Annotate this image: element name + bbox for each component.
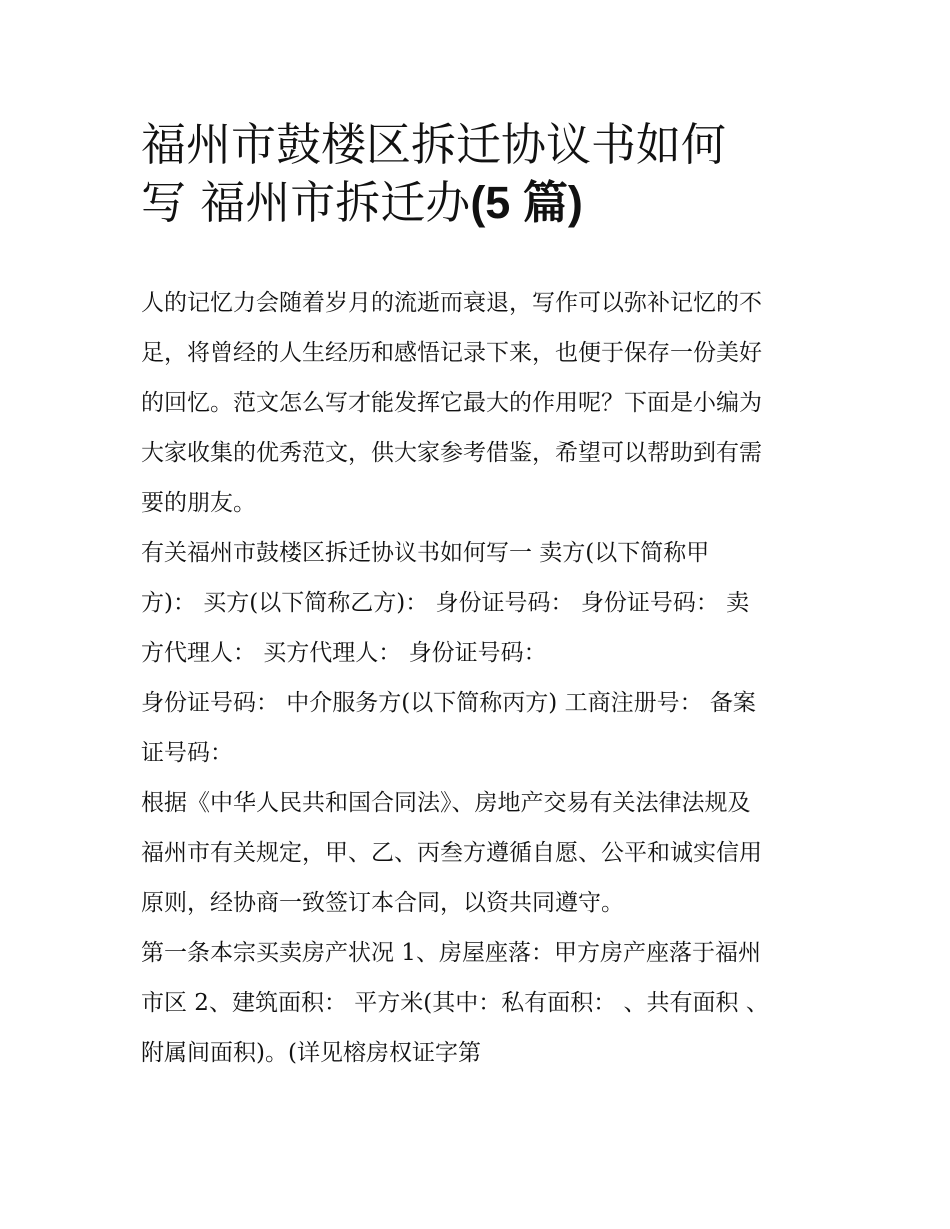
title-line-2-text: 写 福州市拆迁办 — [141, 176, 471, 229]
body-line: 的回忆。范文怎么写才能发挥它最大的作用呢？下面是小编为 — [141, 390, 762, 416]
body-line: 有关福州市鼓楼区拆迁协议书如何写一 卖方(以下简称甲 — [141, 540, 710, 566]
body-line: 福州市有关规定，甲、乙、丙叁方遵循自愿、公平和诚实信用 — [141, 840, 762, 866]
body-line: 市区 2、建筑面积： 平方米(其中：私有面积： 、共有面积 、 — [141, 990, 769, 1016]
body-line: 方代理人： 买方代理人： 身份证号码： — [141, 640, 547, 666]
body-line: 大家收集的优秀范文，供大家参考借鉴，希望可以帮助到有需 — [141, 440, 762, 466]
title-line-1: 福州市鼓楼区拆迁协议书如何 — [141, 118, 727, 171]
body-line: 证号码： — [141, 740, 233, 766]
document-body — [141, 280, 821, 1080]
body-line: 第一条本宗买卖房产状况 1、房屋座落：甲方房产座落于福州 — [141, 940, 761, 966]
body-line: 足，将曾经的人生经历和感悟记录下来，也便于保存一份美好 — [141, 340, 762, 366]
body-line: 根据《中华人民共和国合同法》、房地产交易有关法律法规及 — [141, 790, 751, 816]
body-line: 人的记忆力会随着岁月的流逝而衰退，写作可以弥补记忆的不 — [141, 290, 762, 316]
document-title — [141, 116, 821, 232]
body-line: 原则，经协商一致签订本合同，以资共同遵守。 — [141, 890, 624, 916]
body-line: 要的朋友。 — [141, 490, 256, 516]
title-suffix: (5 篇) — [470, 177, 583, 228]
title-line-2 — [141, 174, 821, 232]
body-line: 方)： 买方(以下简称乙方)： 身份证号码： 身份证号码： 卖 — [141, 590, 750, 616]
body-line: 身份证号码： 中介服务方(以下简称丙方) 工商注册号： 备案 — [141, 690, 756, 716]
body-line: 附属间面积)。(详见榕房权证字第 — [141, 1040, 481, 1066]
